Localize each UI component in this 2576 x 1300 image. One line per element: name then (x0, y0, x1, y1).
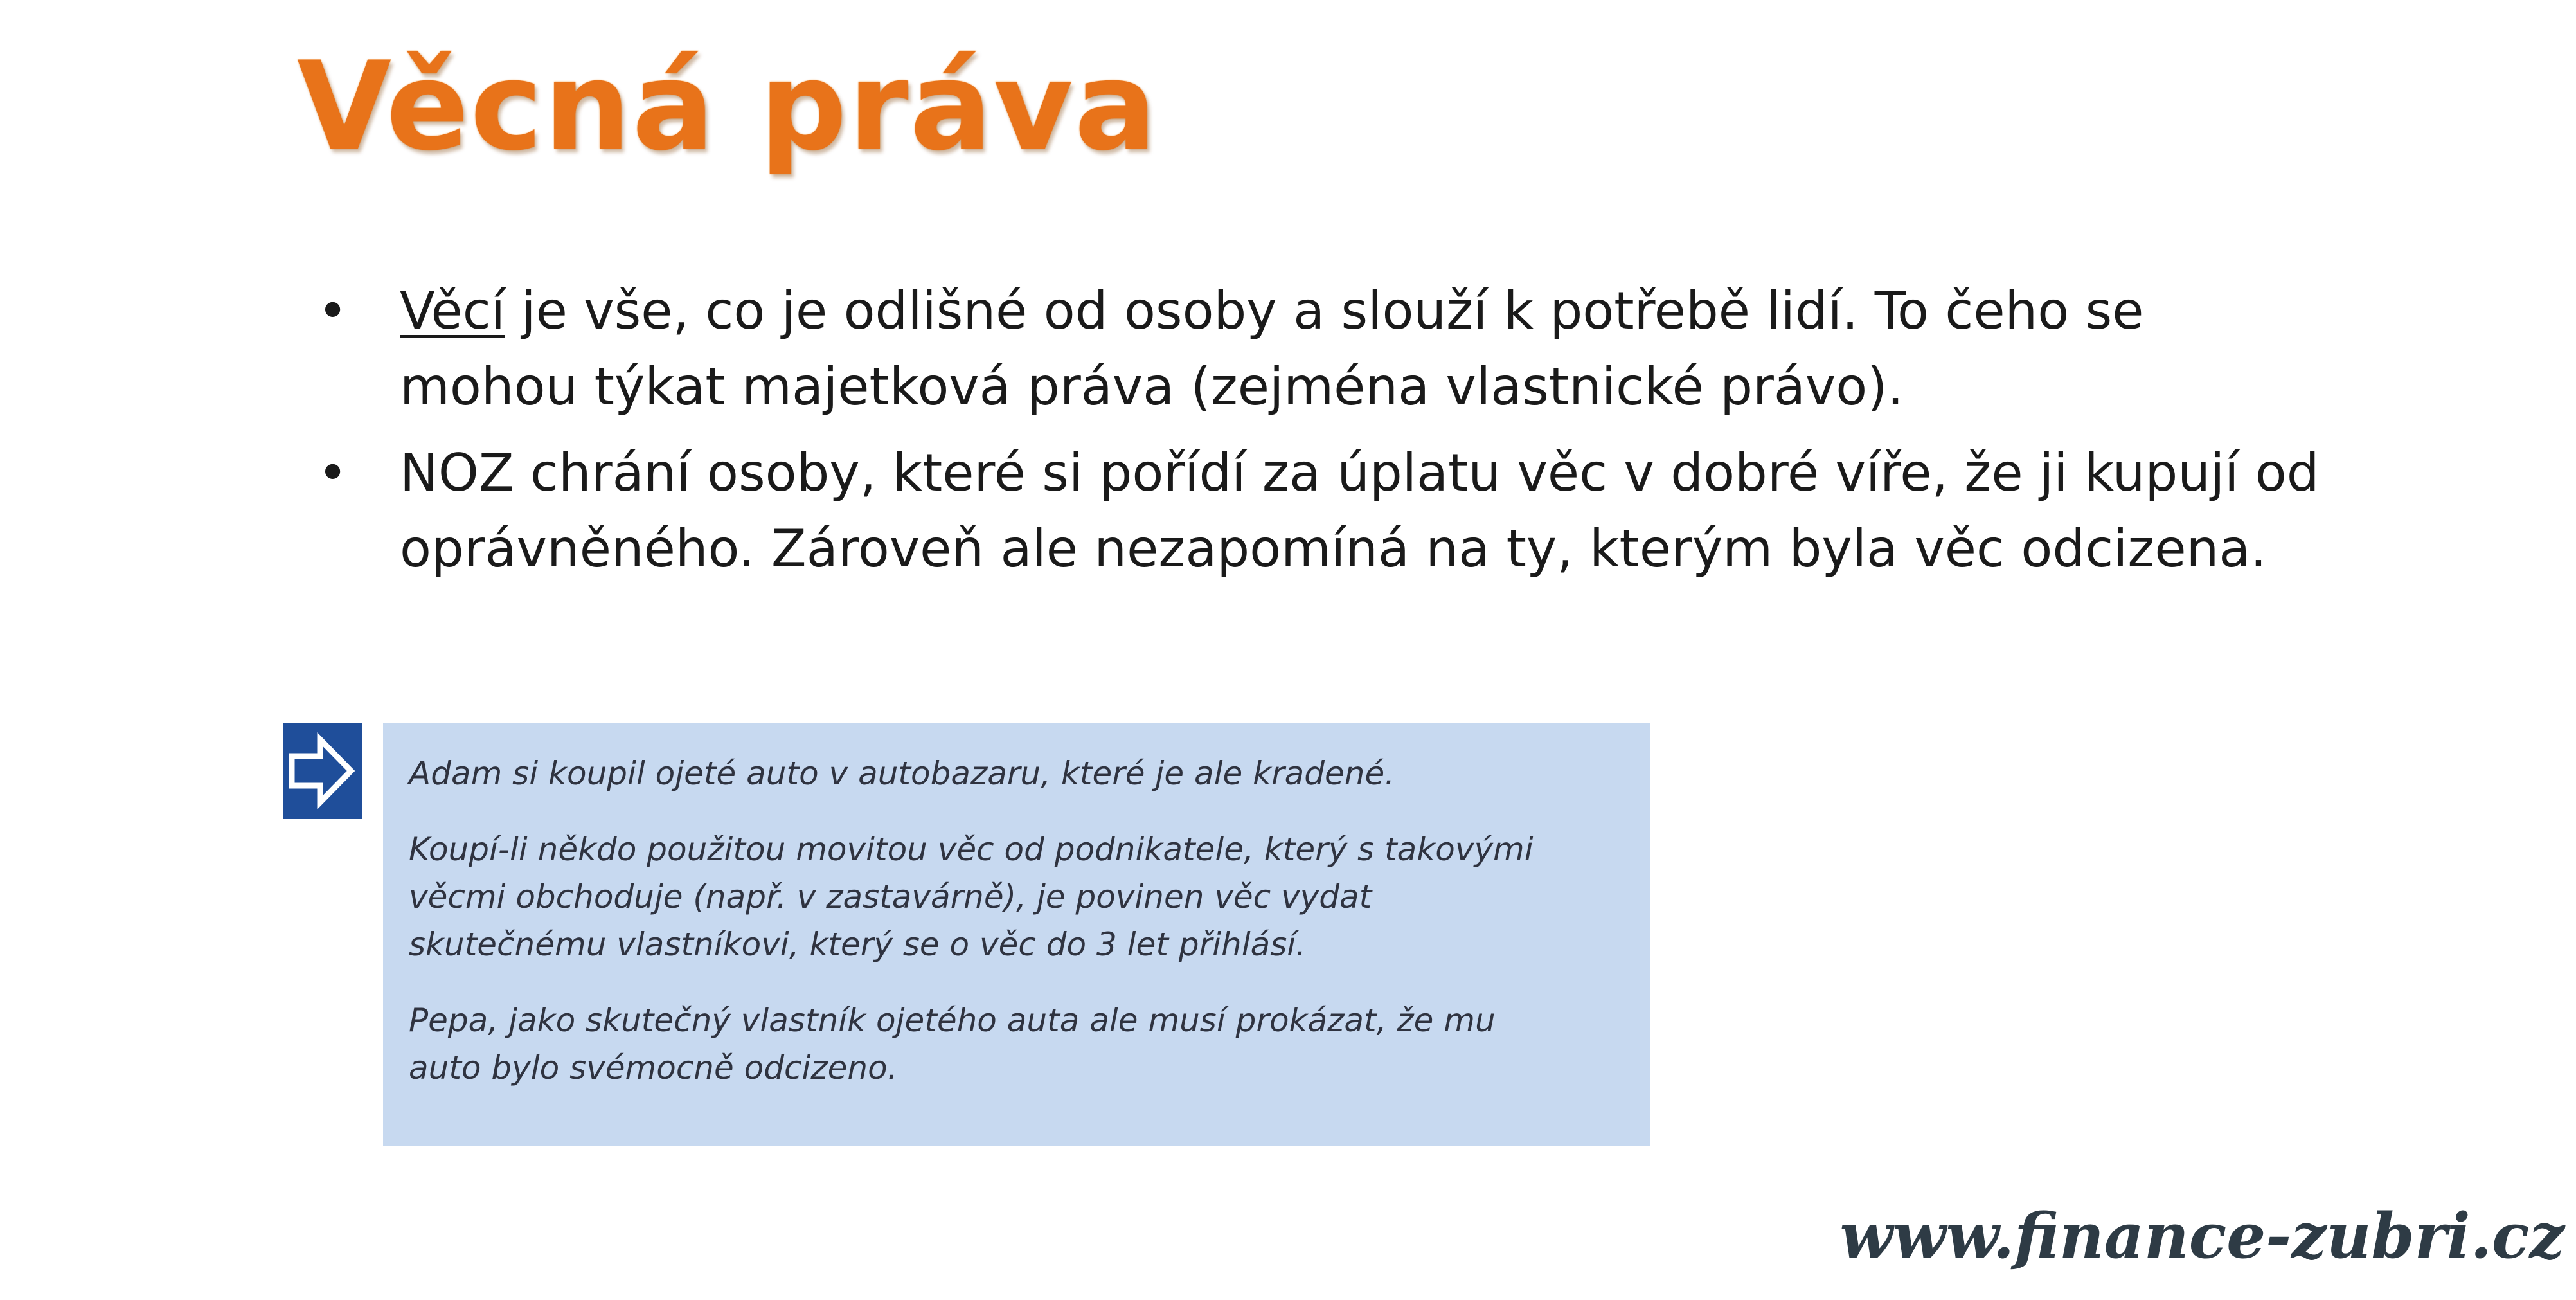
note-paragraph: Adam si koupil ojeté auto v autobazaru, které je ale kradené. (409, 755, 1395, 792)
bullet-text: NOZ chrání osoby, které si pořídí za úplatu věc v dobré víře, že ji kupují od oprávněného. Zároveň ale nezapomíná na ty, kterým byla věc odcizena. (400, 443, 2320, 579)
example-note-box (383, 723, 1650, 1146)
note-paragraph: Pepa, jako skutečný vlastník ojetého auta ale musí prokázat, že mu auto bylo svémocně odcizeno. (409, 1002, 1496, 1087)
note-paragraph: Koupí-li někdo použitou movitou věc od podnikatele, který s takovými věcmi obchoduje (např. v zastavárně), je povinen věc vydat skutečnému vlastníkovi, který se o věc do 3 let přihlásí. (409, 831, 1534, 963)
bullet-list (309, 273, 2333, 597)
bullet-item (309, 435, 2333, 587)
slide-title: Věcná práva (297, 35, 1158, 177)
bullet-item (309, 273, 2333, 425)
bullet-text: je vše, co je odlišné od osoby a slouží k potřebě lidí. To čeho se mohou týkat majetková práva (zejména vlastnické právo). (400, 281, 2144, 417)
arrow-shape (283, 723, 362, 819)
watermark: www.finance-zubri.cz (1839, 1200, 2564, 1272)
right-arrow-icon (283, 723, 362, 819)
bullet-dot-icon: • (318, 443, 348, 503)
bullet-dot-icon: • (318, 281, 348, 341)
underlined-term: Věcí (400, 281, 505, 341)
